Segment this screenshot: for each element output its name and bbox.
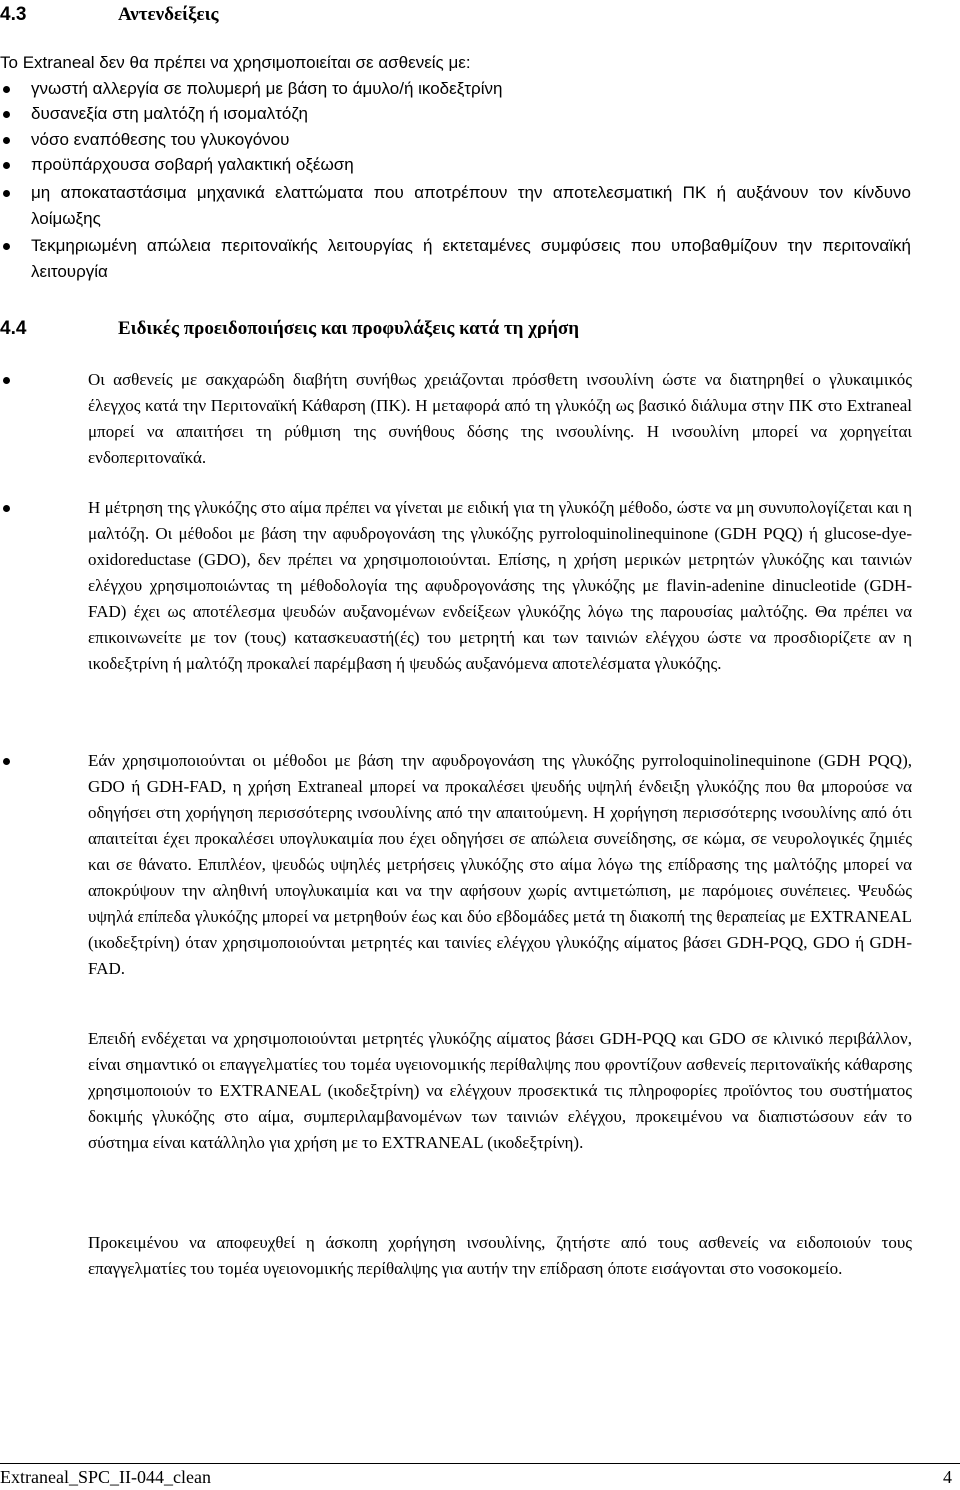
section-title: Ειδικές προειδοποιήσεις και προφυλάξεις κατά τη χρήση xyxy=(118,318,579,339)
section-title: Αντενδείξεις xyxy=(118,4,219,25)
list-item: μη αποκαταστάσιμα μηχανικά ελαττώματα που αποτρέπουν την αποτελεσματική ΠΚ ή αυξάνουν τον κίνδυνο λοίμωξης xyxy=(31,183,911,228)
footer-divider xyxy=(0,1463,960,1464)
list-item: γνωστή αλλεργία σε πολυμερή με βάση το άμυλο/ή ικοδεξτρίνη xyxy=(31,79,503,98)
section-number: 4.4 xyxy=(0,318,27,339)
bullet-icon xyxy=(3,190,10,197)
list-item: προϋπάρχουσα σοβαρή γαλακτική οξέωση xyxy=(31,155,354,174)
bullet-icon xyxy=(3,758,10,765)
list-item: Τεκμηριωμένη απώλεια περιτοναϊκής λειτουργίας ή εκτεταμένες συμφύσεις που υποβαθμίζουν την περιτοναϊκή λειτουργία xyxy=(31,236,911,281)
list-item: νόσο εναπόθεσης του γλυκογόνου xyxy=(31,130,290,149)
section-number: 4.3 xyxy=(0,4,27,25)
bullet-icon xyxy=(3,86,10,93)
bullet-icon xyxy=(3,377,10,384)
footer-page-number: 4 xyxy=(943,1467,952,1487)
list-item: Οι ασθενείς με σακχαρώδη διαβήτη συνήθως χρειάζονται πρόσθετη ινσουλίνη ώστε να διατηρηθεί ο γλυκαιμικός έλεγχος κατά την Περιτοναϊκή Κάθαρση (ΠΚ). Η μεταφορά από τη γλυκόζη ως βασικό διάλυμα στην ΠΚ στο Extraneal μπορεί να απαιτήσει τη ρύθμιση της συνήθους δόσης της ινσουλίνης. Η ινσουλίνη μπορεί να χορηγείται ενδοπεριτοναϊκά. xyxy=(88,370,912,467)
bullet-icon xyxy=(3,505,10,512)
footer-document-id: Extraneal_SPC_II-044_clean xyxy=(0,1467,211,1487)
section-heading-4-4 xyxy=(0,316,579,342)
list-item: Η μέτρηση της γλυκόζης στο αίμα πρέπει να γίνεται με ειδική για τη γλυκόζη μέθοδο, ώστε να μη συνυπολογίζεται και η μαλτόζη. Οι μέθοδοι με βάση την αφυδρογονάση της γλυκόζης pyrroloquinolinequinone (GDH PQQ) ή glucose-dye-oxidoreductase (GDO), δεν πρέπει να χρησιμοποιούνται. Επίσης, η χρήση μερικών μετρητών γλυκόζης και ταινιών ελέγχου χρησιμοποιώντας τη μέθοδολογία της αφυδρογονάσης της γλυκόζης με flavin-adenine dinucleotide (GDH-FAD) έχει ως αποτέλεσμα ψευδών αυξανομένων ενδείξεων γλυκόζης λόγω της παρουσίας μαλτόζης. Θα πρέπει να επικοινωνείτε με τον (τους) κατασκευαστή(ές) του μετρητή και των ταινιών ελέγχου ώστε να προσδιορίζετε αν η ικοδεξτρίνη ή μαλτόζη προκαλεί παρέμβαση ή ψευδώς αυξανόμενα αποτελέσματα γλυκόζης. xyxy=(88,498,912,673)
paragraph: Προκειμένου να αποφευχθεί η άσκοπη χορήγηση ινσουλίνης, ζητήστε από τους ασθενείς να ειδοποιούν τους επαγγελματίες του τομέα υγειονομικής περίθαλψης για αυτήν την επίδραση όποτε εισάγονται στο νοσοκομείο. xyxy=(88,1233,912,1278)
bullet-icon xyxy=(3,243,10,250)
bullet-icon xyxy=(3,162,10,169)
list-item: Εάν χρησιμοποιούνται οι μέθοδοι με βάση την αφυδρογονάση της γλυκόζης pyrroloquinolinequinone (GDH PQQ), GDO ή GDH-FAD, η χρήση Extraneal μπορεί να προκαλέσει ψευδής υψηλή ένδειξη γλυκόζης που θα μπορούσε να οδηγήσει στη χορήγηση περισσότερης ινσουλίνης από την απαιτούμενη. Η χορήγηση περισσότερης ινσουλίνης από ότι απαιτείται έχει προκαλέσει υπογλυκαιμία που έχει οδηγήσει σε απώλεια συνείδησης, σε κώμα, σε νευρολογικές ζημιές και σε θάνατο. Επιπλέον, ψευδώς υψηλές μετρήσεις γλυκόζης στο αίμα λόγω της επίδρασης της μαλτόζης μπορεί να αποκρύψουν την αληθινή υπογλυκαιμία και να την αφήσουν χωρίς αντιμετώπιση, με παρόμοιες συνέπειες. Ψευδώς υψηλά επίπεδα γλυκόζης μπορεί να μετρηθούν έως και δύο εβδομάδες μετά τη διακοπή της θεραπείας με EXTRANEAL (ικοδεξτρίνη) όταν χρησιμοποιούνται μετρητές και ταινίες ελέγχου γλυκόζης αίματος βάσει GDH-PQQ, GDO ή GDH-FAD. xyxy=(88,751,912,978)
section-intro: Το Extraneal δεν θα πρέπει να χρησιμοποιείται σε ασθενείς με: xyxy=(0,53,471,72)
bullet-icon xyxy=(3,137,10,144)
section-heading-4-3 xyxy=(0,2,219,28)
paragraph: Επειδή ενδέχεται να χρησιμοποιούνται μετρητές γλυκόζης αίματος βάσει GDH-PQQ και GDO σε κλινικό περιβάλλον, είναι σημαντικό οι επαγγελματίες του τομέα υγειονομικής περίθαλψης που φροντίζουν ασθενείς περιτοναϊκής κάθαρσης χρησιμοποιούν το EXTRANEAL (ικοδεξτρίνη) να ελέγχουν προσεκτικά τις πληροφορίες προϊόντος του συστήματος δοκιμής γλυκόζης στο αίμα, συμπεριλαμβανομένων των ταινιών ελέγχου, προκειμένου να διαπιστώσουν εάν το σύστημα είναι κατάλληλο για χρήση με το EXTRANEAL (ικοδεξτρίνη). xyxy=(88,1029,912,1152)
bullet-icon xyxy=(3,111,10,118)
list-item: δυσανεξία στη μαλτόζη ή ισομαλτόζη xyxy=(31,104,308,123)
